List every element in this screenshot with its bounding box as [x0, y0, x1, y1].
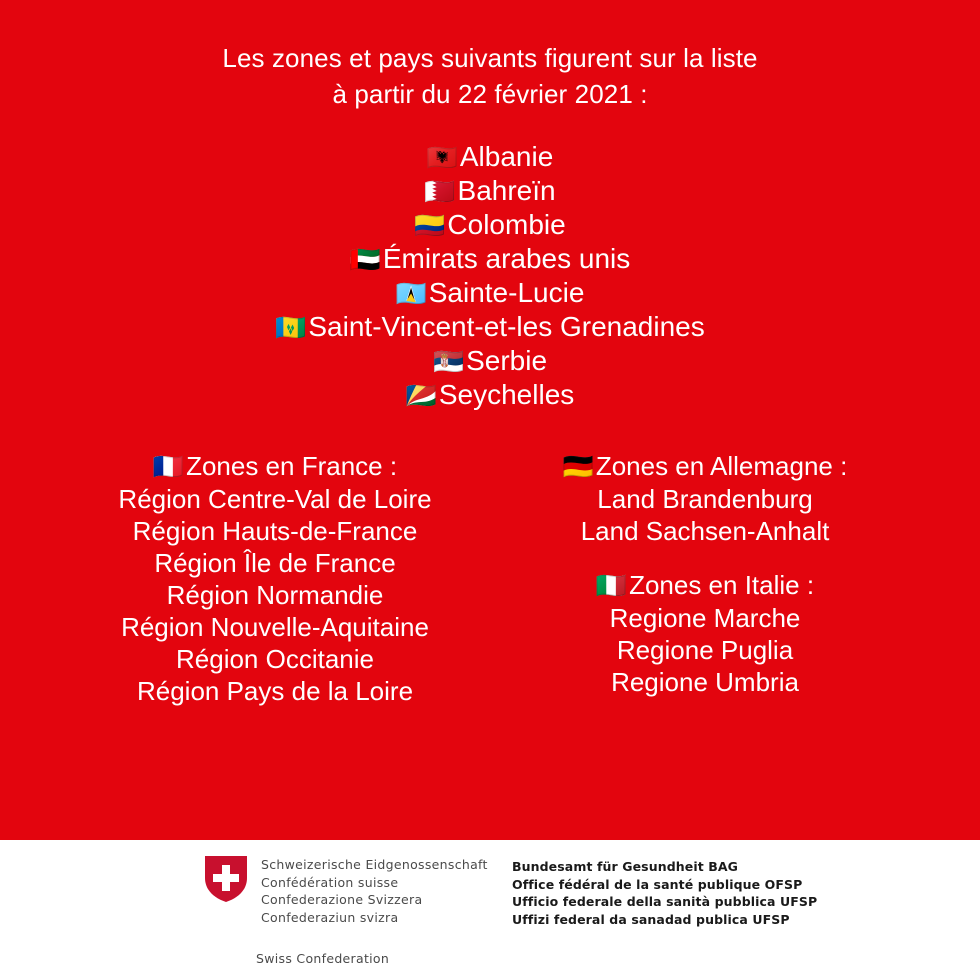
- country-label: Colombie: [447, 209, 566, 240]
- federal-office-name-line: Office fédéral de la santé publique OFSP: [512, 876, 803, 892]
- zone-item: Région Occitanie: [176, 644, 374, 674]
- flag-albania-icon: 🇦🇱: [426, 143, 458, 172]
- flag-seychelles-icon: 🇸🇨: [405, 381, 437, 410]
- flag-saint-lucia-icon: 🇱🇨: [395, 279, 427, 308]
- zone-item: Région Centre-Val de Loire: [118, 484, 432, 514]
- federal-office-name-line: Ufficio federale della sanità pubblica UFSP: [512, 894, 818, 909]
- zone-item: Région Normandie: [166, 580, 384, 610]
- country-row: [0, 276, 980, 310]
- zone-group: [495, 569, 915, 698]
- flag-italy-icon: 🇮🇹: [595, 571, 628, 600]
- confederation-name-line: Confederaziun svizra: [261, 909, 399, 925]
- title-line-2: à partir du 22 février 2021 :: [332, 79, 648, 109]
- federal-office-of-public-health-names: [512, 858, 817, 928]
- zone-item: Regione Puglia: [616, 635, 794, 665]
- zone-item: Région Nouvelle-Aquitaine: [121, 612, 429, 642]
- page-title: [0, 40, 980, 112]
- confederation-name-line: Confederazione Svizzera: [261, 892, 423, 907]
- federal-office-name-line: Uffizi federal da sanadad publica UFSP: [512, 911, 790, 927]
- flag-united-arab-emirates-icon: 🇦🇪: [349, 245, 381, 274]
- confederation-english-name: Swiss Confederation: [256, 951, 390, 966]
- zones-column-left: [65, 450, 485, 729]
- country-row: [0, 344, 980, 378]
- title-line-1: Les zones et pays suivants figurent sur la liste: [222, 43, 758, 73]
- zone-group: [495, 450, 915, 547]
- zone-item: Land Sachsen-Anhalt: [580, 516, 830, 546]
- country-label: Albanie: [459, 141, 554, 172]
- zones-section: [0, 450, 980, 720]
- country-row: [0, 378, 980, 412]
- zone-item: Regione Umbria: [611, 667, 799, 697]
- country-label: Bahreïn: [457, 175, 556, 206]
- country-label: Émirats arabes unis: [382, 243, 631, 274]
- zone-item: Région Île de France: [154, 548, 396, 578]
- country-label: Serbie: [466, 345, 548, 376]
- zone-item: Land Brandenburg: [597, 484, 813, 514]
- zone-item: Région Pays de la Loire: [136, 676, 414, 706]
- zone-group-heading: [495, 569, 915, 602]
- zone-group-heading-label: Zones en France :: [186, 451, 398, 481]
- zone-group-heading: [65, 450, 485, 483]
- zone-group-heading-label: Zones en Italie :: [629, 570, 815, 600]
- flag-france-icon: 🇫🇷: [152, 452, 185, 481]
- country-label: Sainte-Lucie: [428, 277, 585, 308]
- confederation-name-line: Schweizerische Eidgenossenschaft: [261, 857, 488, 872]
- flag-bahrain-icon: 🇧🇭: [424, 177, 456, 206]
- flag-colombia-icon: 🇨🇴: [414, 211, 446, 240]
- country-row: [0, 208, 980, 242]
- country-row: [0, 310, 980, 344]
- flag-saint-vincent-and-the-grenadines-icon: 🇻🇨: [275, 313, 307, 342]
- federal-office-name-line: Bundesamt für Gesundheit BAG: [512, 859, 739, 874]
- zone-item: Région Hauts-de-France: [132, 516, 418, 546]
- country-label: Seychelles: [438, 379, 575, 410]
- country-row: [0, 174, 980, 208]
- country-row: [0, 140, 980, 174]
- flag-germany-icon: 🇩🇪: [562, 452, 594, 481]
- country-label: Saint-Vincent-et-les Grenadines: [308, 311, 705, 342]
- zone-group: [65, 450, 485, 707]
- footer: [0, 840, 980, 980]
- zone-group-heading-label: Zones en Allemagne :: [595, 451, 848, 481]
- zone-item: Regione Marche: [609, 603, 801, 633]
- flag-serbia-icon: 🇷🇸: [432, 347, 465, 376]
- zones-column-right: [495, 450, 915, 720]
- country-list: [0, 140, 980, 412]
- swiss-coat-of-arms-icon: [205, 856, 247, 902]
- swiss-confederation-logo: [205, 856, 488, 926]
- zone-group-heading: [495, 450, 915, 483]
- confederation-names: [261, 856, 488, 926]
- confederation-name-line: Confédération suisse: [261, 874, 399, 890]
- country-row: [0, 242, 980, 276]
